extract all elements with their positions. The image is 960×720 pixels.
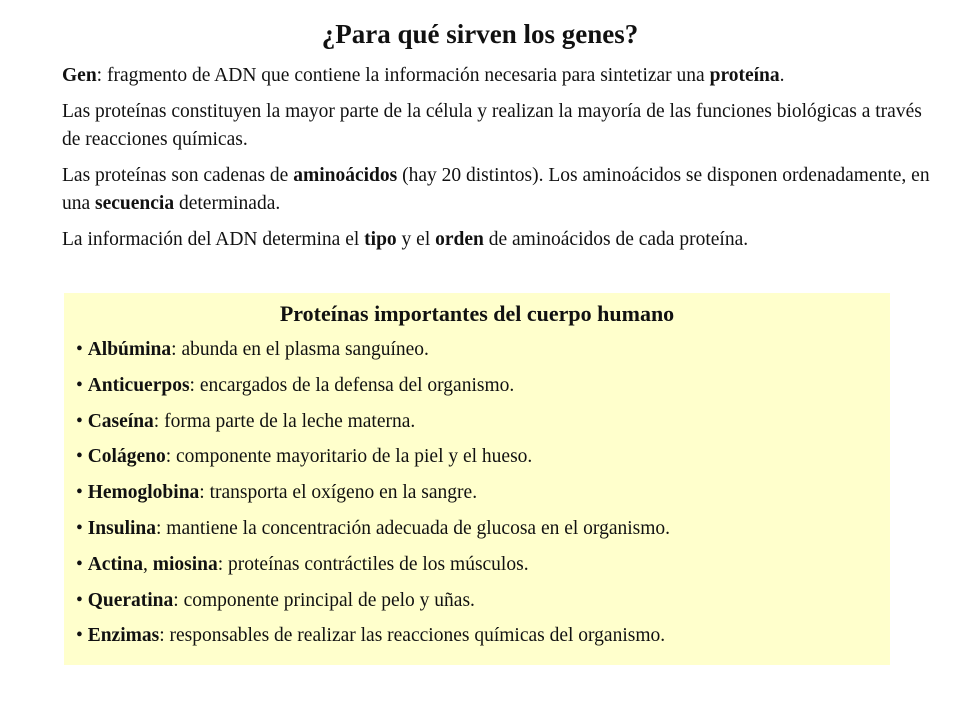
protein-description: : mantiene la concentración adecuada de glucosa en el organismo. [156,517,671,539]
protein-name: Anticuerpos [87,374,190,396]
separator: , [142,553,153,575]
list-item-actina-miosina [76,551,890,579]
term-proteina: proteína [709,65,780,86]
term-aminoacidos: aminoácidos [293,165,398,186]
list-item-insulina [76,515,890,543]
list-item-enzimas [76,622,890,650]
protein-name: Queratina [87,589,174,611]
protein-description: : responsables de realizar las reacciones químicas del organismo. [159,625,666,647]
protein-description: : transporta el oxígeno en la sangre. [199,482,478,504]
bullet: • [76,625,83,647]
amino-acids-paragraph: Las proteínas son cadenas de aminoácidos (hay 20 distintos). Los aminoácidos se disponen ordenadamente, en una secuencia determinada. [62,165,930,214]
term-tipo: tipo [364,229,397,250]
protein-description: : proteínas contráctiles de los músculos. [217,553,529,575]
protein-name-secondary: miosina [152,553,218,575]
bullet: • [76,374,83,396]
bullet: • [76,446,83,468]
protein-description: : forma parte de la leche materna. [153,410,416,432]
protein-name: Colágeno [87,446,166,468]
protein-description: : componente mayoritario de la piel y el hueso. [165,446,533,468]
proteins-function-paragraph: Las proteínas constituyen la mayor parte de la célula y realizan la mayoría de las funciones biológicas a través de reacciones químicas. [62,101,922,150]
list-item-queratina [76,587,890,615]
list-item-albumina [76,336,890,364]
list-item-hemoglobina [76,479,890,507]
bullet: • [76,517,83,539]
intro-section [62,62,932,262]
bullet: • [76,482,83,504]
bullet: • [76,410,83,432]
list-item-caseina [76,408,890,436]
protein-name: Caseína [87,410,154,432]
bullet: • [76,553,83,575]
bullet: • [76,589,83,611]
protein-name: Hemoglobina [87,482,200,504]
term-secuencia: secuencia [95,193,175,214]
term-orden: orden [435,229,484,250]
dna-information-paragraph: La información del ADN determina el tipo y el orden de aminoácidos de cada proteína. [62,229,749,250]
term-gen: Gen [62,65,97,86]
protein-name: Actina [87,553,143,575]
gene-definition: Gen: fragmento de ADN que contiene la información necesaria para sintetizar una proteína. [62,65,785,86]
protein-name: Enzimas [87,625,160,647]
list-item-colageno [76,443,890,471]
box-title: Proteínas importantes del cuerpo humano [279,301,675,326]
bullet: • [76,339,83,360]
protein-description: : encargados de la defensa del organismo. [189,374,515,396]
list-item-anticuerpos [76,372,890,400]
protein-name: Albúmina [87,339,172,360]
page-title: ¿Para qué sirven los genes? [321,19,639,49]
protein-name: Insulina [87,517,157,539]
protein-description: : componente principal de pelo y uñas. [173,589,475,611]
important-proteins-box [64,293,890,665]
protein-description: : abunda en el plasma sanguíneo. [171,339,429,360]
